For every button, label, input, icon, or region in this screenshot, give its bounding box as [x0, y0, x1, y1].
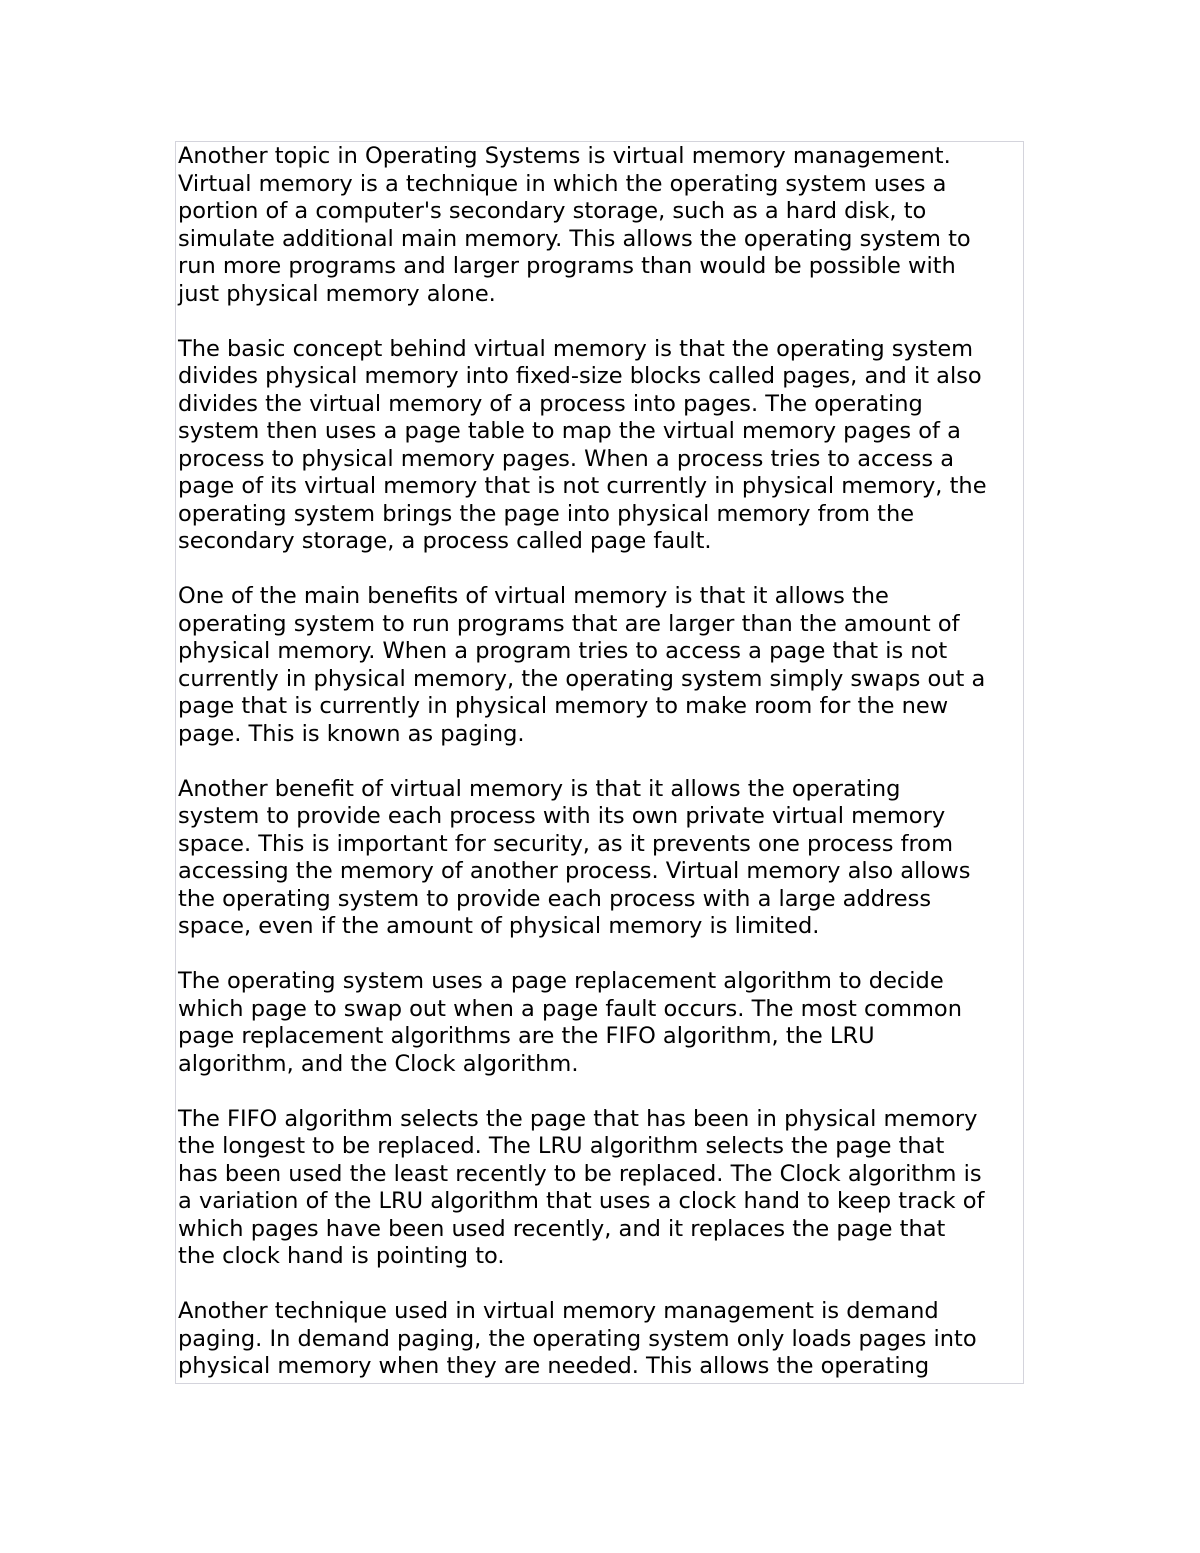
paragraph [178, 143, 1024, 308]
text-line: system to provide each process with its own private virtual memory [178, 803, 946, 829]
paragraph [178, 776, 1024, 941]
text-line: system then uses a page table to map the virtual memory pages of a [178, 418, 961, 444]
text-line: has been used the least recently to be replaced. The Clock algorithm is [178, 1160, 982, 1187]
text-line: Another topic in Operating Systems is virtual memory management. [178, 143, 951, 169]
text-line: paging. In demand paging, the operating system only loads pages into [178, 1325, 977, 1352]
paragraph [178, 1106, 1024, 1271]
text-line: The basic concept behind virtual memory is that the operating system [178, 335, 974, 362]
text-line: algorithm, and the Clock algorithm. [178, 1050, 579, 1077]
text-line: physical memory. When a program tries to access a page that is not [178, 638, 948, 664]
text-line: divides the virtual memory of a process into pages. The operating [178, 390, 923, 417]
text-line: physical memory when they are needed. This allows the operating [178, 1353, 930, 1379]
document-body [178, 143, 1024, 1384]
text-line: which pages have been used recently, and it replaces the page that [178, 1215, 946, 1242]
text-line: The FIFO algorithm selects the page that has been in physical memory [178, 1105, 978, 1132]
text-line: portion of a computer's secondary storage, such as a hard disk, to [178, 198, 927, 224]
text-line: simulate additional main memory. This allows the operating system to [178, 225, 971, 252]
text-line: process to physical memory pages. When a process tries to access a [178, 445, 954, 472]
text-line: divides physical memory into fixed-size blocks called pages, and it also [178, 363, 982, 389]
paragraph [178, 336, 1024, 556]
text-line: secondary storage, a process called page fault. [178, 528, 712, 554]
text-line: run more programs and larger programs than would be possible with [178, 253, 956, 279]
text-line: page replacement algorithms are the FIFO algorithm, the LRU [178, 1023, 875, 1049]
text-line: Virtual memory is a technique in which the operating system uses a [178, 170, 947, 197]
text-line: the clock hand is pointing to. [178, 1243, 505, 1269]
text-line: operating system brings the page into physical memory from the [178, 500, 915, 527]
text-line: Another technique used in virtual memory management is demand [178, 1298, 939, 1324]
text-line: Another benefit of virtual memory is that it allows the operating [178, 775, 901, 802]
text-line: which page to swap out when a page fault occurs. The most common [178, 995, 962, 1022]
text-line: page. This is known as paging. [178, 720, 525, 747]
paragraph [178, 583, 1024, 748]
text-line: page of its virtual memory that is not currently in physical memory, the [178, 473, 987, 499]
text-line: space. This is important for security, as it prevents one process from [178, 830, 953, 857]
text-line: just physical memory alone. [178, 280, 496, 307]
text-line: space, even if the amount of physical memory is limited. [178, 913, 820, 939]
text-line: One of the main benefits of virtual memory is that it allows the [178, 583, 889, 609]
text-line: page that is currently in physical memory to make room for the new [178, 693, 949, 719]
text-line: the operating system to provide each process with a large address [178, 885, 932, 912]
text-line: the longest to be replaced. The LRU algorithm selects the page that [178, 1133, 945, 1159]
text-line: currently in physical memory, the operating system simply swaps out a [178, 665, 986, 692]
text-line: accessing the memory of another process. Virtual memory also allows [178, 858, 971, 884]
paragraph [178, 1298, 1024, 1381]
text-line: operating system to run programs that are larger than the amount of [178, 610, 960, 637]
text-line: a variation of the LRU algorithm that uses a clock hand to keep track of [178, 1188, 985, 1214]
text-line: The operating system uses a page replacement algorithm to decide [178, 968, 944, 994]
text-frame [175, 141, 1024, 1384]
paragraph [178, 968, 1024, 1078]
